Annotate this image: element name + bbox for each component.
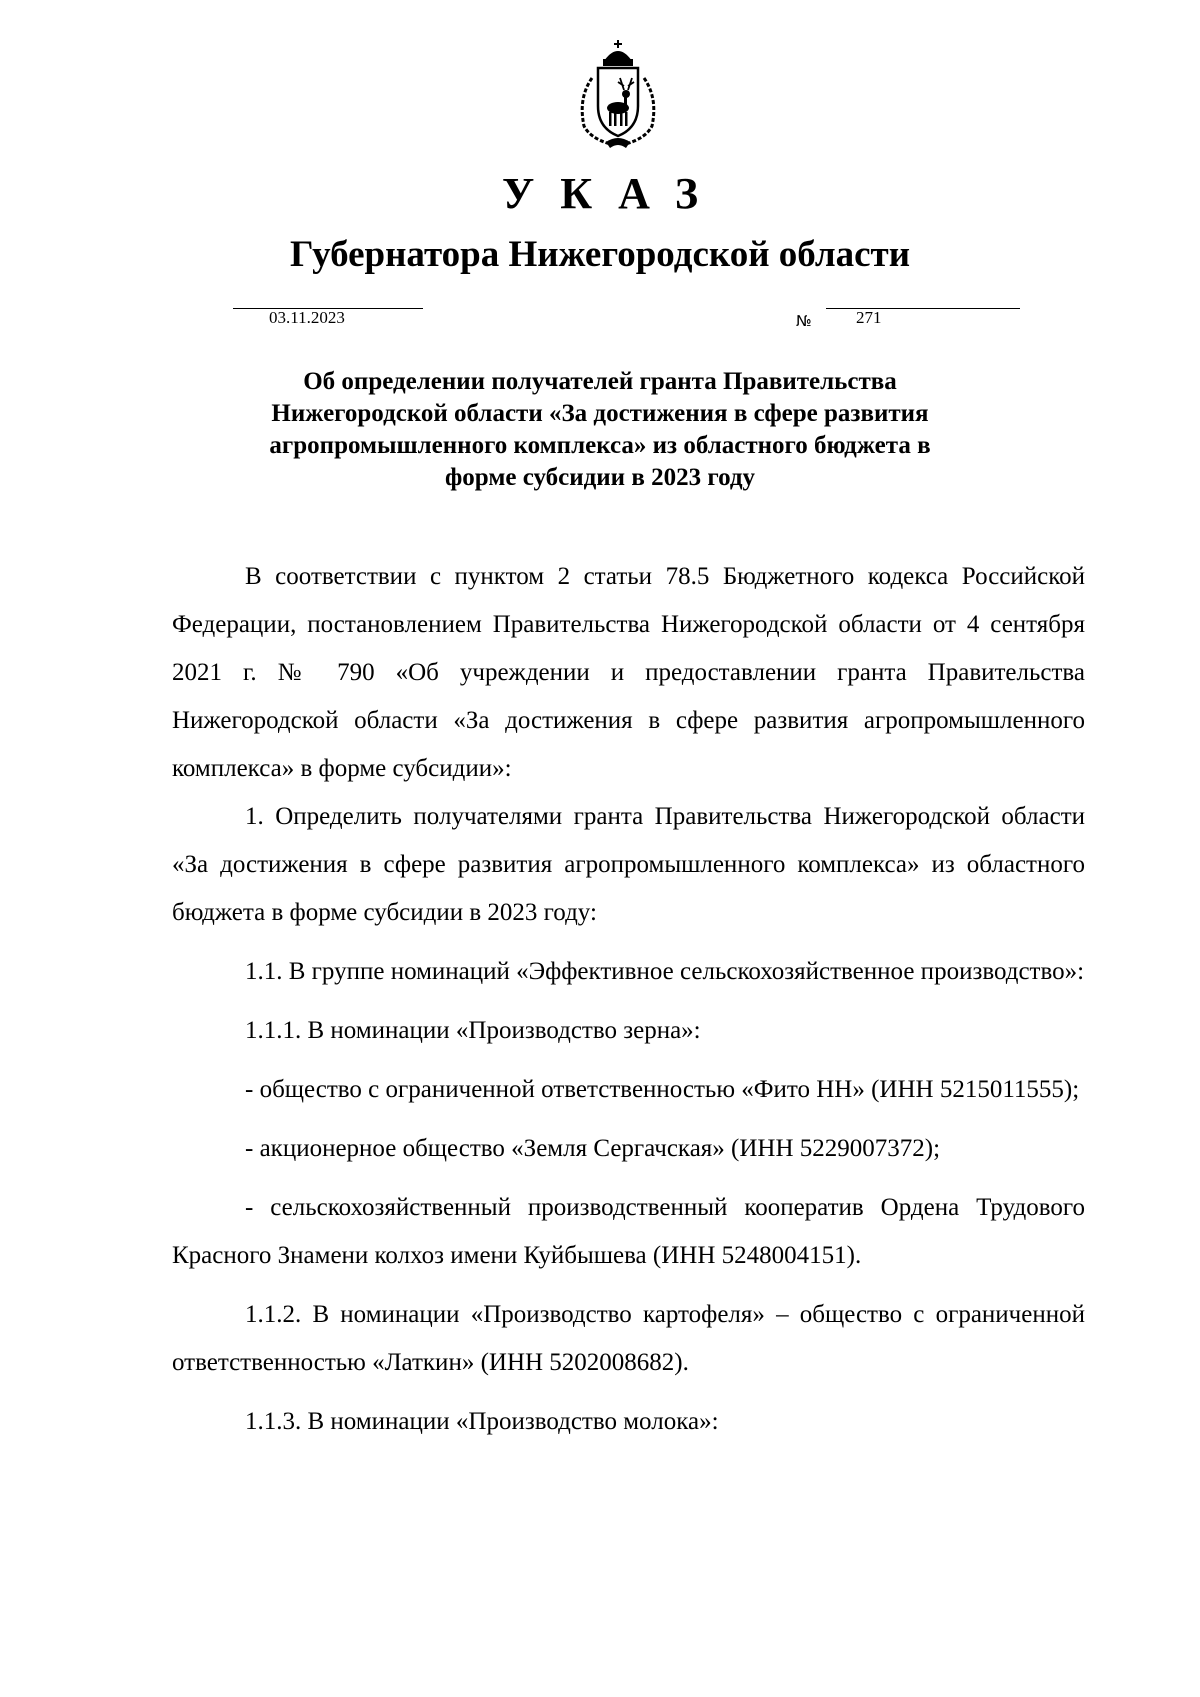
document-title xyxy=(200,366,1000,494)
date-field xyxy=(233,308,423,327)
paragraph-preamble: В соответствии с пунктом 2 статьи 78.5 Бюджетного кодекса Российской Федерации, постановлением Правительства Нижегородской области от 4 сентября 2021 г. № 790 «Об учреждении и предоставлении гранта Правительства Нижегородской области «За достижения в сфере развития агропромышленного комплекса» в форме субсидии»: xyxy=(172,563,1085,782)
paragraph-recipient: - общество с ограниченной ответственностью «Фито НН» (ИНН 5215011555); xyxy=(245,1076,1080,1103)
number-field xyxy=(826,308,1020,327)
paragraph-item-1: 1. Определить получателями гранта Правительства Нижегородской области «За достижения в сфере развития агропромышленного комплекса» из областного бюджета в форме субсидии в 2023 году: xyxy=(172,803,1085,926)
document-type-heading: УКАЗ xyxy=(501,169,725,218)
number-sign: № xyxy=(796,312,812,330)
title-line: форме субсидии в 2023 году xyxy=(445,464,755,491)
title-line: агропромышленного комплекса» из областного бюджета в xyxy=(269,432,931,459)
paragraph-recipient: - сельскохозяйственный производственный кооператив Ордена Трудового Красного Знамени колхоз имени Куйбышева (ИНН 5248004151). xyxy=(172,1194,1085,1269)
paragraph-item-1-1-3: 1.1.3. В номинации «Производство молока»: xyxy=(245,1408,719,1435)
paragraph-item-1-1-1: 1.1.1. В номинации «Производство зерна»: xyxy=(245,1017,701,1044)
issuer-heading: Губернатора Нижегородской области xyxy=(289,234,911,275)
coat-of-arms-icon xyxy=(570,38,666,148)
title-line: Нижегородской области «За достижения в сфере развития xyxy=(271,400,929,427)
document-date: 03.11.2023 xyxy=(269,308,345,327)
document-number: 271 xyxy=(856,308,882,327)
document-body xyxy=(172,553,1085,1446)
paragraph-item-1-1-2: 1.1.2. В номинации «Производство картофеля» – общество с ограниченной ответственностью «Латкин» (ИНН 5202008682). xyxy=(172,1301,1085,1376)
paragraph-item-1-1: 1.1. В группе номинаций «Эффективное сельскохозяйственное производство»: xyxy=(245,958,1085,985)
paragraph-recipient: - акционерное общество «Земля Сергачская» (ИНН 5229007372); xyxy=(245,1135,941,1162)
title-line: Об определении получателей гранта Правительства xyxy=(303,368,897,395)
